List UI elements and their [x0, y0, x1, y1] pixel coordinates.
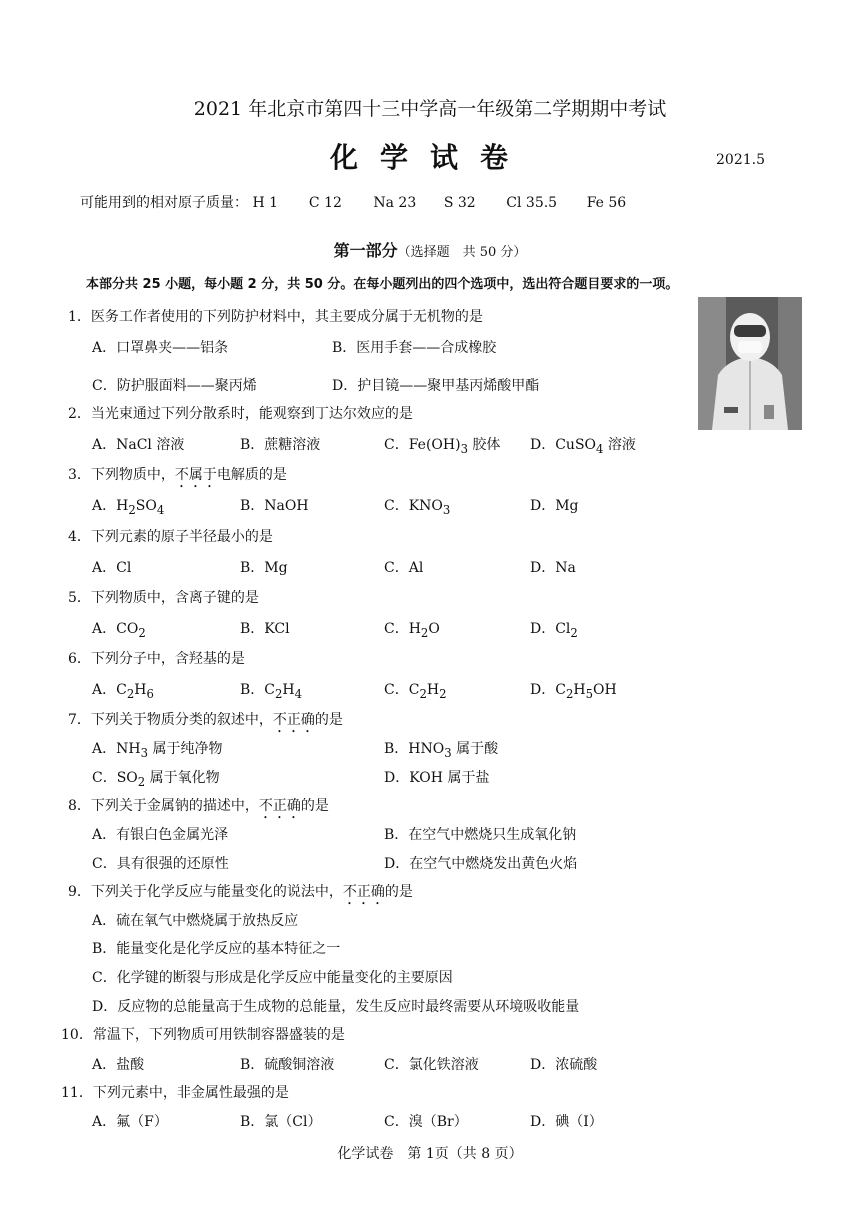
q7-option-c: C．$SO_2$ 属于氧化物: [92, 770, 220, 789]
q3-option-a: A．$H_2SO_4$: [92, 498, 165, 517]
q10-option-a: A．盐酸: [92, 1057, 145, 1073]
q7-option-b: B．$HNO_3$ 属于酸: [384, 741, 499, 760]
question-6: 6．下列分子中，含羟基的是: [68, 651, 245, 667]
question-1: 1．医务工作者使用的下列防护材料中，其主要成分属于无机物的是: [68, 309, 483, 325]
atomic-masses-label: 可能用到的相对原子质量：: [80, 195, 248, 211]
atomic-masses: [80, 192, 626, 212]
page-footer: 化学试卷 第 1页（共 8 页）: [337, 1146, 523, 1162]
q6-option-d: D．$C_2H_5OH$: [530, 682, 617, 701]
q6-option-a: A．$C_2H_6$: [92, 682, 154, 701]
q11-option-a: A．氟（F）: [92, 1114, 168, 1130]
exam-date: 2021.5: [716, 152, 765, 168]
q9-option-a: A．硫在氧气中燃烧属于放热反应: [92, 913, 299, 929]
mass-na: Na 23: [373, 195, 417, 211]
medical-worker-photo: [698, 297, 802, 430]
q10-option-d: D．浓硫酸: [530, 1057, 598, 1073]
q4-option-c: C．Al: [384, 560, 424, 576]
q2-option-c: C．$Fe(OH)_3$ 胶体: [384, 437, 501, 456]
q4-option-b: B．Mg: [240, 560, 288, 576]
mass-cl: Cl 35.5: [506, 195, 558, 211]
q10-option-b: B．硫酸铜溶液: [240, 1057, 335, 1073]
question-3: 3．下列物质中，不属于电解质的是: [68, 467, 287, 483]
q1-option-b: B．医用手套——合成橡胶: [332, 340, 497, 356]
mass-s: S 32: [443, 195, 476, 211]
q11-option-b: B．氯（Cl）: [240, 1114, 322, 1130]
q8-option-a: A．有银白色金属光泽: [92, 827, 229, 843]
emphasis-not: 不属于: [174, 467, 217, 483]
paper-title: 化学试卷: [329, 141, 530, 174]
q10-option-c: C．氯化铁溶液: [384, 1057, 479, 1073]
question-9: 9．下列关于化学反应与能量变化的说法中，不正确的是: [68, 884, 413, 900]
question-5: 5．下列物质中，含离子键的是: [68, 590, 259, 606]
q4-option-d: D．Na: [530, 560, 576, 576]
q5-option-d: D．$Cl_2$: [530, 621, 578, 640]
section-title: 第一部分: [333, 241, 398, 260]
q2-option-d: D．CuSO$_4$ 溶液: [530, 437, 636, 456]
q8-option-b: B．在空气中燃烧只生成氧化钠: [384, 827, 577, 843]
question-7: 7．下列关于物质分类的叙述中，不正确的是: [68, 712, 343, 728]
q7-option-d: D．KOH 属于盐: [384, 770, 490, 786]
question-10: 10．常温下，下列物质可用铁制容器盛装的是: [61, 1027, 345, 1043]
q3-option-b: B．NaOH: [240, 498, 309, 514]
q7-option-a: A．$NH_3$ 属于纯净物: [92, 741, 223, 760]
section-subtitle: （选择题 共 50 分）: [397, 245, 527, 260]
q3-option-d: D．Mg: [530, 498, 579, 514]
q8-option-c: C．具有很强的还原性: [92, 856, 229, 872]
mass-c: C 12: [308, 195, 342, 211]
q2-option-a: A．NaCl 溶液: [92, 437, 185, 453]
emphasis-incorrect: 不正确: [342, 884, 385, 900]
q9-option-c: C．化学键的断裂与形成是化学反应中能量变化的主要原因: [92, 970, 453, 986]
q1-option-a: A．口罩鼻夹——铝条: [92, 340, 229, 356]
section-heading: [0, 238, 860, 261]
question-4: 4．下列元素的原子半径最小的是: [68, 529, 273, 545]
q11-option-d: D．碘（I）: [530, 1114, 603, 1130]
q2-option-b: B．蔗糖溶液: [240, 437, 321, 453]
exam-title: 2021 年北京市第四十三中学高一年级第二学期期中考试: [193, 98, 667, 120]
q5-option-c: C．$H_2O$: [384, 621, 440, 640]
mass-fe: Fe 56: [586, 195, 627, 211]
q5-option-a: A．$CO_2$: [92, 621, 146, 640]
emphasis-incorrect: 不正确: [272, 712, 315, 728]
mass-h: H 1: [252, 195, 279, 211]
emphasis-incorrect: 不正确: [258, 798, 301, 814]
q8-option-d: D．在空气中燃烧发出黄色火焰: [384, 856, 578, 872]
q6-option-b: B．$C_2H_4$: [240, 682, 303, 701]
q9-option-d: D．反应物的总能量高于生成物的总能量，发生反应时最终需要从环境吸收能量: [92, 999, 580, 1015]
q5-option-b: B．KCl: [240, 621, 290, 637]
q11-option-c: C．溴（Br）: [384, 1114, 468, 1130]
question-8: 8．下列关于金属钠的描述中，不正确的是: [68, 798, 329, 814]
section-instructions: 本部分共 25 小题，每小题 2 分，共 50 分。在每小题列出的四个选项中，选出符合题目要求的一项。: [86, 277, 679, 292]
q4-option-a: A．Cl: [92, 560, 132, 576]
q1-option-c: C．防护服面料——聚丙烯: [92, 378, 257, 394]
question-11: 11．下列元素中，非金属性最强的是: [61, 1085, 289, 1101]
q6-option-c: C．$C_2H_2$: [384, 682, 447, 701]
q3-option-c: C．$KNO_3$: [384, 498, 451, 517]
q1-option-d: D．护目镜——聚甲基丙烯酸甲酯: [332, 378, 540, 394]
question-2: 2．当光束通过下列分散系时，能观察到丁达尔效应的是: [68, 406, 413, 422]
q9-option-b: B．能量变化是化学反应的基本特征之一: [92, 941, 341, 957]
